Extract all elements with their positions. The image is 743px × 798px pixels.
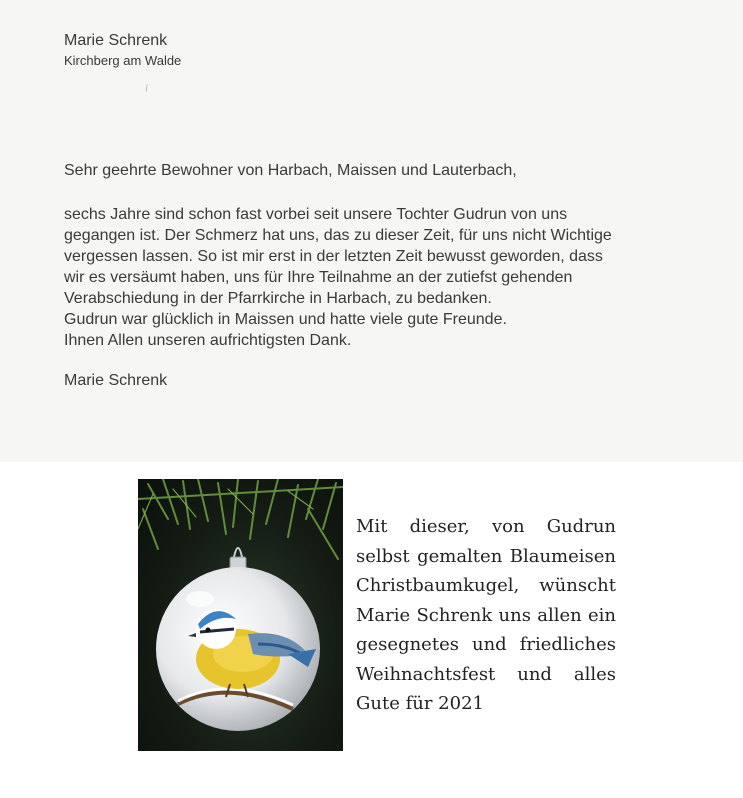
ornament-caption [356, 512, 616, 719]
body-line: wir es versäumt haben, uns für Ihre Teilnahme an der zutiefst gehenden [64, 269, 573, 286]
ornament-photo [138, 479, 343, 751]
body-line: sechs Jahre sind schon fast vorbei seit unsere Tochter Gudrun von uns [64, 206, 568, 223]
letter-body [64, 204, 724, 351]
caption-line: Gute für 2021 [356, 693, 484, 714]
sender-place: Kirchberg am Walde [64, 53, 182, 68]
body-line: Verabschiedung in der Pfarrkirche in Harbach, zu bedanken. [64, 290, 492, 307]
signature: Marie Schrenk [64, 372, 168, 389]
body-line: gegangen ist. Der Schmerz hat uns, das zu dieser Zeit, für uns nicht Wichtige [64, 227, 612, 244]
salutation: Sehr geehrte Bewohner von Harbach, Maissen und Lauterbach, [64, 162, 517, 179]
caption-line: gesegnetes und friedliches [356, 634, 616, 655]
caption-line: selbst gemalten Blaumeisen [356, 545, 616, 567]
caption-line: Marie Schrenk uns allen ein [356, 604, 616, 626]
body-line: Gudrun war glücklich in Maissen und hatte viele gute Freunde. [64, 311, 507, 328]
sender-name: Marie Schrenk [64, 32, 168, 49]
blue-tit-ornament-image [138, 479, 343, 751]
paper-speck [145, 84, 149, 92]
body-line: vergessen lassen. So ist mir erst in der letzten Zeit bewusst geworden, dass [64, 248, 603, 265]
body-line: Ihnen Allen unseren aufrichtigsten Dank. [64, 332, 352, 349]
caption-line: Christbaumkugel, wünscht [356, 575, 616, 596]
caption-line: Weihnachtsfest und alles [356, 663, 616, 685]
caption-line: Mit dieser, von Gudrun [356, 516, 616, 537]
